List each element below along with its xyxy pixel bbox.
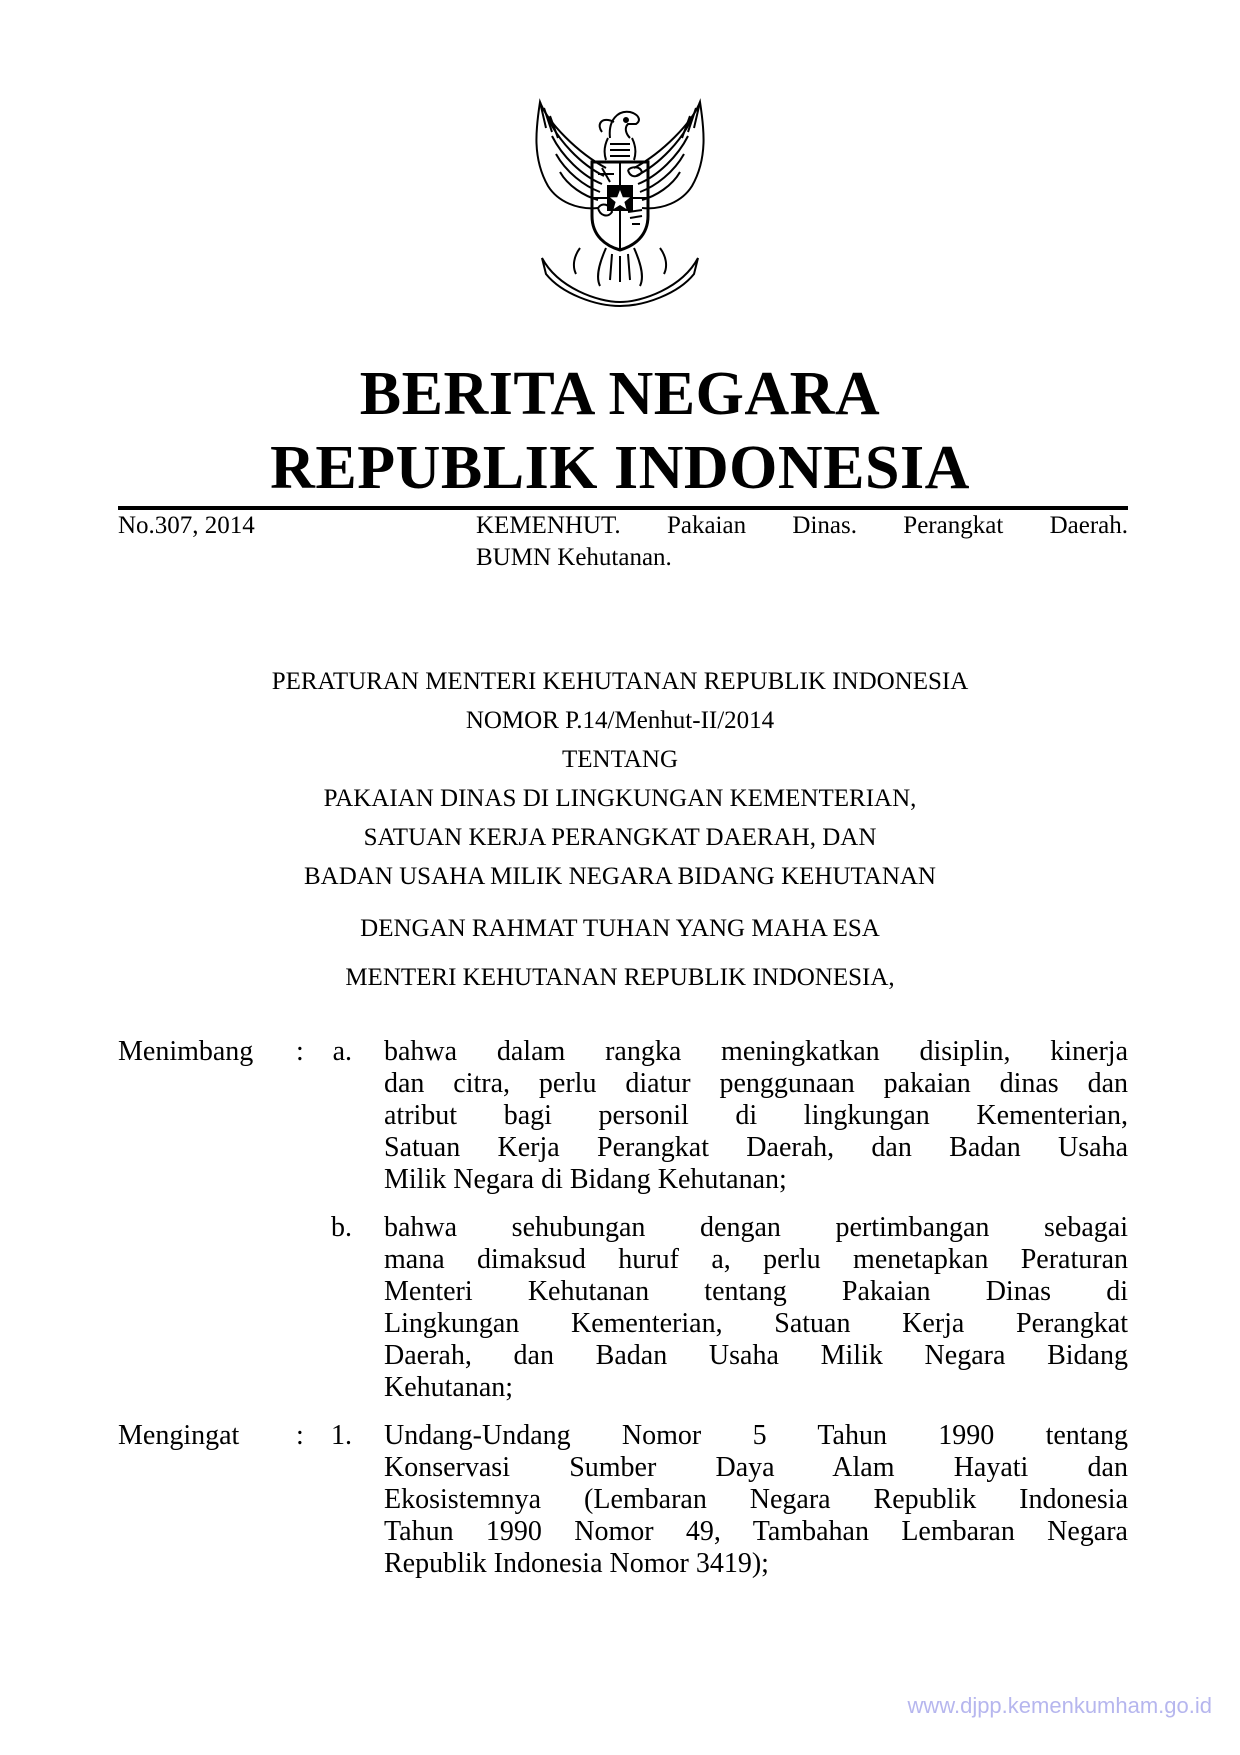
mengingat-label: Mengingat	[118, 1420, 240, 1451]
gazette-summary	[476, 510, 1128, 574]
menimbang-colon: :	[296, 1036, 304, 1067]
regulation-subject-line-2: SATUAN KERJA PERANGKAT DAERAH, DAN	[363, 824, 877, 851]
text-line: Satuan Kerja Perangkat Daerah, dan Badan Usaha	[384, 1132, 1128, 1163]
text-line: atribut bagi personil di lingkungan Kementerian,	[384, 1100, 1128, 1131]
mengingat-1-text	[384, 1420, 1128, 1580]
opening-line-1: DENGAN RAHMAT TUHAN YANG MAHA ESA	[360, 915, 880, 942]
text-line: Undang-Undang Nomor 5 Tahun 1990 tentang	[384, 1420, 1128, 1451]
text-line: Kehutanan;	[384, 1372, 514, 1403]
footer-url-link[interactable]: www.djpp.kemenkumham.go.id	[907, 1693, 1212, 1718]
garuda-emblem-icon	[518, 98, 722, 310]
regulation-heading	[0, 662, 1240, 896]
text-line: Republik Indonesia Nomor 3419);	[384, 1548, 769, 1579]
menimbang-a-marker: a.	[332, 1036, 352, 1067]
text-line: Tahun 1990 Nomor 49, Tambahan Lembaran Negara	[384, 1516, 1128, 1547]
text-line: Lingkungan Kementerian, Satuan Kerja Perangkat	[384, 1308, 1128, 1339]
opening-line-2: MENTERI KEHUTANAN REPUBLIK INDONESIA,	[345, 964, 895, 991]
menimbang-label: Menimbang	[118, 1036, 254, 1067]
text-line: Daerah, dan Badan Usaha Milik Negara Bidang	[384, 1340, 1128, 1371]
regulation-subject-line-3: BADAN USAHA MILIK NEGARA BIDANG KEHUTANAN	[303, 863, 936, 890]
mengingat-1-marker: 1.	[331, 1420, 352, 1451]
text-line: mana dimaksud huruf a, perlu menetapkan Peraturan	[384, 1244, 1128, 1275]
regulation-tentang: TENTANG	[561, 746, 679, 773]
menimbang-b-marker: b.	[331, 1212, 352, 1243]
text-line: Menteri Kehutanan tentang Pakaian Dinas di	[384, 1276, 1128, 1307]
mengingat-colon: :	[296, 1420, 304, 1451]
gazette-summary-line-1: KEMENHUT. Pakaian Dinas. Perangkat Daerah.	[476, 512, 1128, 539]
text-line: Milik Negara di Bidang Kehutanan;	[384, 1164, 787, 1195]
text-line: Ekosistemnya (Lembaran Negara Republik Indonesia	[384, 1484, 1128, 1515]
masthead-title-line-2: REPUBLIK INDONESIA	[270, 434, 970, 502]
text-line: dan citra, perlu diatur penggunaan pakaian dinas dan	[384, 1068, 1128, 1099]
regulation-number: NOMOR P.14/Menhut-II/2014	[465, 707, 775, 734]
text-line: bahwa sehubungan dengan pertimbangan sebagai	[384, 1212, 1128, 1243]
text-line: Konservasi Sumber Daya Alam Hayati dan	[384, 1452, 1128, 1483]
menimbang-a-text	[384, 1036, 1128, 1196]
opening-formula	[0, 904, 1240, 1002]
gazette-number: No.307, 2014	[118, 512, 255, 539]
menimbang-b-text	[384, 1212, 1128, 1404]
text-line: bahwa dalam rangka meningkatkan disiplin, kinerja	[384, 1036, 1128, 1067]
regulation-subject-line-1: PAKAIAN DINAS DI LINGKUNGAN KEMENTERIAN,	[323, 785, 917, 812]
masthead-title-line-1: BERITA NEGARA	[359, 360, 881, 428]
gazette-summary-line-2: BUMN Kehutanan.	[476, 544, 672, 571]
regulation-title: PERATURAN MENTERI KEHUTANAN REPUBLIK INDONESIA	[271, 668, 969, 695]
